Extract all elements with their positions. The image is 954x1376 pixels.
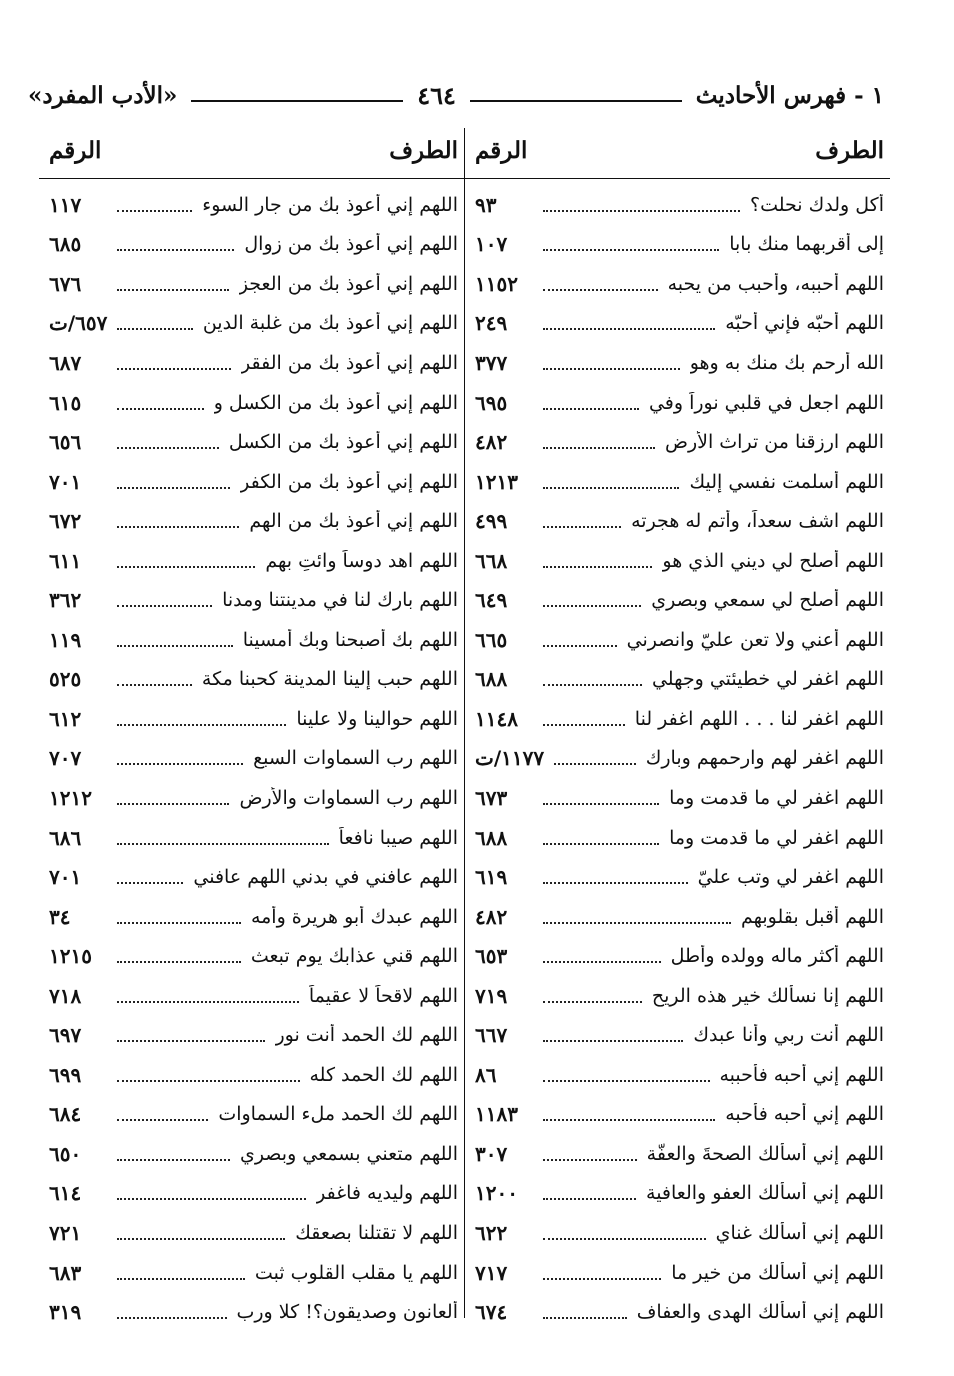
- entry-ref: ٧١٧: [475, 1260, 508, 1285]
- entry-term: اللهم لا تقتلنا بصعقك: [295, 1221, 458, 1244]
- entry-term: اللهم أصلح لي سمعي وبصري: [651, 589, 884, 612]
- entry-term: اللهم أعني ولا تعن عليّ وانصرني: [626, 628, 884, 651]
- index-entry: [465, 699, 890, 739]
- entry-ref: ٦٧٣: [475, 785, 508, 810]
- entry-term: اللهم يا مقلب القلوب ثبت: [254, 1261, 458, 1284]
- leader-dots: [543, 408, 639, 410]
- index-entry: [39, 225, 464, 265]
- entry-ref: ٦٨٨: [475, 667, 508, 692]
- section-title: ١ - فهرس الأحاديث: [695, 81, 884, 109]
- entry-term: اللهم عافني في بدني اللهم عافني: [193, 866, 458, 889]
- leader-dots: [117, 724, 286, 726]
- leader-dots: [117, 566, 255, 568]
- index-entry: [465, 383, 890, 423]
- leader-dots: [117, 289, 229, 291]
- column-header-ref: الرقم: [49, 136, 102, 164]
- entry-term: اللهم اغفر لي وتب عليّ: [697, 866, 884, 889]
- leader-dots: [117, 1080, 300, 1082]
- index-entry: [39, 304, 464, 344]
- index-entry: [465, 857, 890, 897]
- entry-term: اللهم إني أعوذ بك من زوال: [244, 233, 458, 256]
- entry-term: اللهم اشف سعداً، وأتم له هجرته: [631, 510, 884, 533]
- leader-dots: [554, 763, 636, 765]
- leader-dots: [543, 922, 731, 924]
- entry-ref: ٣٤: [49, 904, 71, 929]
- entry-term: اللهم اغفر لي ما قدمت وما: [669, 786, 884, 809]
- entry-term: اللهم لاقحاً لا عقيماً: [308, 984, 458, 1007]
- index-column-right: [465, 122, 890, 1325]
- entry-term: اللهم أنت ربي وأنا عبدك: [693, 1024, 884, 1047]
- entry-term: اللهم متعني بسمعي وبصري: [239, 1142, 458, 1165]
- leader-dots: [543, 803, 659, 805]
- entry-term: اللهم إني أعوذ بك من الفقر: [241, 351, 458, 374]
- entry-ref: ١١٥٢: [475, 271, 518, 296]
- index-entry: [39, 1055, 464, 1095]
- index-entry: [465, 778, 890, 818]
- entry-ref: ١٢١٢: [49, 785, 92, 810]
- leader-dots: [117, 645, 233, 647]
- entry-ref: ٣٠٧: [475, 1141, 508, 1166]
- index-entry: [39, 778, 464, 818]
- entry-ref: ٦١٤: [49, 1181, 82, 1206]
- entry-term: اللهم أسلمت نفسي إليك: [689, 470, 884, 493]
- index-entry: [39, 699, 464, 739]
- entry-ref: ٤٨٢: [475, 904, 508, 929]
- page-number: ٤٦٤: [417, 80, 456, 110]
- index-entry: [465, 976, 890, 1016]
- index-entry: [465, 185, 890, 225]
- entry-term: اللهم إني أعوذ بك من جار السوء: [202, 193, 458, 216]
- entry-term: الله أرحم بك منك به وهو: [689, 351, 884, 374]
- index-entry: [465, 304, 890, 344]
- leader-dots: [117, 408, 204, 410]
- index-entry: [39, 1253, 464, 1293]
- index-entry: [465, 501, 890, 541]
- entry-ref: ١٢١٥: [49, 944, 92, 969]
- leader-dots: [543, 328, 715, 330]
- leader-dots: [543, 1001, 642, 1003]
- index-entry: [465, 620, 890, 660]
- entry-ref: ١٠٧: [475, 232, 508, 257]
- index-entry: [465, 1174, 890, 1214]
- entry-ref: ٧٠٧: [49, 746, 82, 771]
- index-entry: [465, 264, 890, 304]
- entry-term: اللهم رب السماوات والأرض: [239, 786, 458, 809]
- entry-term: اللهم حبب إلينا المدينة كحبنا مكة: [201, 668, 458, 691]
- entry-term: اللهم أحبّه فإني أحبّه: [725, 312, 884, 335]
- entry-term: اللهم ارزقنا من تراث الأرض: [665, 431, 884, 454]
- index-entry: [39, 383, 464, 423]
- index-rows: [39, 179, 464, 1332]
- page-header: [28, 78, 884, 112]
- entry-term: اللهم أحببه، وأحبب من يحبه: [667, 272, 884, 295]
- index-entry: [39, 264, 464, 304]
- entry-ref: ٦١٩: [475, 865, 508, 890]
- leader-dots: [117, 328, 192, 330]
- entry-ref: ٦٦٨: [475, 548, 508, 573]
- entry-ref: ٦٧٦: [49, 271, 82, 296]
- leader-dots: [117, 210, 192, 212]
- entry-ref: ٢٤٩: [475, 311, 508, 336]
- leader-dots: [117, 1040, 265, 1042]
- leader-dots: [117, 605, 212, 607]
- index-entry: [465, 739, 890, 779]
- entry-ref: ٧٠١: [49, 469, 82, 494]
- entry-term: اللهم إني أسألك الهدى والعفاف: [636, 1301, 884, 1324]
- entry-ref: ٧٠١: [49, 865, 82, 890]
- index-entry: [39, 185, 464, 225]
- leader-dots: [543, 1198, 636, 1200]
- index-entry: [39, 660, 464, 700]
- entry-ref: ٦٥٧/ت: [49, 311, 108, 336]
- leader-dots: [117, 922, 241, 924]
- leader-dots: [543, 1040, 683, 1042]
- entry-ref: ٤٩٩: [475, 509, 508, 534]
- index-entry: [39, 1213, 464, 1253]
- entry-ref: ٤٨٢: [475, 430, 508, 455]
- leader-dots: [117, 882, 183, 884]
- index-entry: [39, 1095, 464, 1135]
- entry-term: اللهم اغفر لهم وارحمهم وبارك: [645, 747, 884, 770]
- entry-term: اللهم إني أعوذ بك من الكفر: [240, 470, 458, 493]
- entry-term: ألعانون وصديقون؟! كلا ورب: [236, 1301, 458, 1324]
- entry-ref: ٥٢٥: [49, 667, 82, 692]
- index-entry: [465, 1095, 890, 1135]
- entry-term: اللهم إني أعوذ بك من غلبة الدين: [202, 312, 458, 335]
- leader-dots: [543, 645, 617, 647]
- entry-ref: ٨٦: [475, 1062, 497, 1087]
- entry-term: اللهم إني أعوذ بك من الكسل: [228, 431, 458, 454]
- index-entry: [465, 1055, 890, 1095]
- entry-ref: ١١٧: [49, 192, 82, 217]
- entry-ref: ٦٦٥: [475, 627, 508, 652]
- entry-term: اللهم إني أسألك غناي: [715, 1221, 884, 1244]
- leader-dots: [117, 803, 229, 805]
- leader-dots: [543, 1278, 661, 1280]
- index-entry: [465, 541, 890, 581]
- entry-ref: ٧١٩: [475, 983, 508, 1008]
- entry-term: اللهم بارك لنا في مدينتنا ومدنا: [222, 589, 458, 612]
- index-entry: [465, 1253, 890, 1293]
- index-columns: [38, 122, 890, 1325]
- entry-ref: ٦٨٣: [49, 1260, 82, 1285]
- index-entry: [39, 1174, 464, 1214]
- entry-ref: ١١٨٣: [475, 1102, 518, 1127]
- leader-dots: [117, 249, 234, 251]
- index-entry: [465, 580, 890, 620]
- leader-dots: [117, 1119, 208, 1121]
- entry-term: إلى أقربهما منك بابا: [729, 233, 884, 256]
- entry-ref: ٦٥٠: [49, 1141, 82, 1166]
- index-entry: [39, 462, 464, 502]
- entry-ref: ٦٧٢: [49, 509, 82, 534]
- index-entry: [465, 818, 890, 858]
- leader-dots: [543, 487, 679, 489]
- leader-dots: [543, 605, 641, 607]
- leader-dots: [543, 961, 661, 963]
- index-entry: [39, 620, 464, 660]
- leader-dots: [117, 961, 241, 963]
- index-entry: [39, 422, 464, 462]
- leader-dots: [117, 843, 329, 845]
- entry-ref: ٦٨٨: [475, 825, 508, 850]
- index-entry: [465, 1134, 890, 1174]
- leader-dots: [117, 368, 231, 370]
- entry-term: أكل ولدك نحلت؟: [750, 193, 884, 216]
- leader-dots: [117, 1001, 299, 1003]
- index-entry: [39, 1292, 464, 1332]
- leader-dots: [543, 843, 659, 845]
- leader-dots: [543, 1080, 710, 1082]
- index-column-left: [39, 122, 464, 1325]
- entry-ref: ٧١٨: [49, 983, 82, 1008]
- entry-term: اللهم إني أعوذ بك من العجز: [238, 272, 458, 295]
- entry-term: اللهم رب السماوات السبع: [253, 747, 458, 770]
- index-entry: [465, 1292, 890, 1332]
- index-entry: [465, 343, 890, 383]
- entry-term: اللهم إني أحبه فأحبه: [725, 1103, 884, 1126]
- leader-dots: [117, 526, 239, 528]
- leader-dots: [543, 1238, 706, 1240]
- header-rule-right: [470, 100, 682, 102]
- entry-term: اللهم أصلح لي ديني الذي هو: [662, 549, 884, 572]
- entry-ref: ١١٩: [49, 627, 82, 652]
- entry-term: اللهم إني أعوذ بك من الهم: [249, 510, 458, 533]
- entry-term: اللهم إني أحبه فأحببه: [719, 1063, 884, 1086]
- index-entry: [39, 897, 464, 937]
- index-entry: [465, 660, 890, 700]
- index-entry: [465, 936, 890, 976]
- entry-ref: ٦٢٢: [475, 1220, 508, 1245]
- entry-term: اللهم اغفر لنا . . . اللهم اغفر لنا: [634, 707, 884, 730]
- entry-term: اللهم إني أسألك من خير ما: [671, 1261, 884, 1284]
- entry-ref: ٦٦٧: [475, 1023, 508, 1048]
- entry-ref: ٦٨٤: [49, 1102, 82, 1127]
- entry-term: اللهم لك الحمد ملء السماوات: [218, 1103, 458, 1126]
- leader-dots: [543, 249, 719, 251]
- index-entry: [465, 897, 890, 937]
- index-entry: [465, 1015, 890, 1055]
- column-header-ref: الرقم: [475, 136, 528, 164]
- entry-term: اللهم أكثر ماله وولده وأطل: [670, 945, 884, 968]
- entry-term: اللهم اغفر لي خطيئتي وجهلي: [651, 668, 884, 691]
- entry-term: اللهم إني أسألك الصحةَ والعفّة: [646, 1142, 884, 1165]
- leader-dots: [543, 447, 655, 449]
- index-entry: [465, 1213, 890, 1253]
- leader-dots: [543, 1317, 627, 1319]
- entry-term: اللهم اهد دوساً وائتِ بهم: [265, 549, 458, 572]
- entry-term: اللهم إني أعوذ بك من الكسل و: [213, 391, 458, 414]
- leader-dots: [117, 1278, 245, 1280]
- entry-term: اللهم أقبل بقلوبهم: [740, 905, 884, 928]
- entry-ref: ٦٩٧: [49, 1023, 82, 1048]
- entry-ref: ٣٧٧: [475, 350, 508, 375]
- entry-term: اللهم صيبا نافعاً: [338, 826, 458, 849]
- leader-dots: [117, 1159, 230, 1161]
- entry-ref: ٦١١: [49, 548, 82, 573]
- entry-term: اللهم قني عذابك يوم تبعث: [250, 945, 458, 968]
- leader-dots: [117, 1198, 306, 1200]
- index-entry: [465, 462, 890, 502]
- entry-ref: ٦٩٥: [475, 390, 508, 415]
- leader-dots: [117, 487, 230, 489]
- entry-ref: ١٢٠٠: [475, 1181, 518, 1206]
- leader-dots: [543, 368, 680, 370]
- leader-dots: [543, 1119, 715, 1121]
- index-entry: [39, 343, 464, 383]
- index-entry: [39, 580, 464, 620]
- entry-ref: ٩٣: [475, 192, 497, 217]
- entry-term: اللهم لك الحمد كله: [309, 1063, 458, 1086]
- entry-ref: ١١٧٧/ت: [475, 746, 545, 771]
- index-entry: [39, 936, 464, 976]
- entry-ref: ٦٨٥: [49, 232, 82, 257]
- entry-ref: ١١٤٨: [475, 706, 518, 731]
- index-entry: [39, 739, 464, 779]
- leader-dots: [117, 763, 243, 765]
- leader-dots: [543, 684, 642, 686]
- entry-ref: ٦٨٦: [49, 825, 82, 850]
- header-rule-left: [191, 100, 403, 102]
- leader-dots: [117, 684, 192, 686]
- entry-ref: ٦٥٦: [49, 430, 82, 455]
- leader-dots: [543, 526, 621, 528]
- leader-dots: [543, 1159, 637, 1161]
- entry-ref: ٦١٥: [49, 390, 82, 415]
- index-entry: [39, 818, 464, 858]
- leader-dots: [543, 882, 688, 884]
- entry-term: اللهم اغفر لي ما قدمت وما: [669, 826, 884, 849]
- entry-ref: ٧٢١: [49, 1220, 82, 1245]
- column-header-term: الطرف: [389, 136, 458, 164]
- entry-term: اللهم إنا نسألك خير هذه الريح: [651, 984, 884, 1007]
- index-entry: [39, 976, 464, 1016]
- entry-ref: ٦٤٩: [475, 588, 508, 613]
- entry-term: اللهم لك الحمد أنت نور: [275, 1024, 458, 1047]
- column-header: [39, 122, 464, 179]
- column-header: [465, 122, 890, 179]
- index-entry: [39, 857, 464, 897]
- leader-dots: [543, 210, 740, 212]
- entry-term: اللهم اجعل في قلبي نوراً وفي: [648, 391, 884, 414]
- entry-ref: ٣٦٢: [49, 588, 82, 613]
- column-header-term: الطرف: [815, 136, 884, 164]
- entry-term: اللهم إني أسألك العفو والعافية: [646, 1182, 884, 1205]
- book-title: «الأدب المفرد»: [27, 81, 178, 109]
- leader-dots: [543, 289, 658, 291]
- index-entry: [465, 422, 890, 462]
- entry-ref: ٦٩٩: [49, 1062, 82, 1087]
- entry-ref: ٦٥٣: [475, 944, 508, 969]
- index-rows: [465, 179, 890, 1332]
- entry-ref: ٦٧٤: [475, 1300, 508, 1325]
- entry-ref: ٦٨٧: [49, 350, 82, 375]
- entry-term: اللهم حوالينا ولا علينا: [296, 707, 458, 730]
- entry-ref: ٣١٩: [49, 1300, 82, 1325]
- leader-dots: [117, 1238, 285, 1240]
- leader-dots: [117, 1317, 227, 1319]
- index-entry: [39, 501, 464, 541]
- index-entry: [39, 541, 464, 581]
- leader-dots: [543, 724, 625, 726]
- index-entry: [39, 1015, 464, 1055]
- entry-term: اللهم عبدك أبو هريرة وأمه: [250, 905, 458, 928]
- leader-dots: [543, 566, 652, 568]
- entry-ref: ١٢١٣: [475, 469, 518, 494]
- entry-term: اللهم وليديه فاغفر: [316, 1182, 458, 1205]
- entry-term: اللهم بك أصبحنا وبك أمسينا: [242, 628, 458, 651]
- entry-ref: ٦١٢: [49, 706, 82, 731]
- leader-dots: [117, 447, 219, 449]
- index-entry: [465, 225, 890, 265]
- index-entry: [39, 1134, 464, 1174]
